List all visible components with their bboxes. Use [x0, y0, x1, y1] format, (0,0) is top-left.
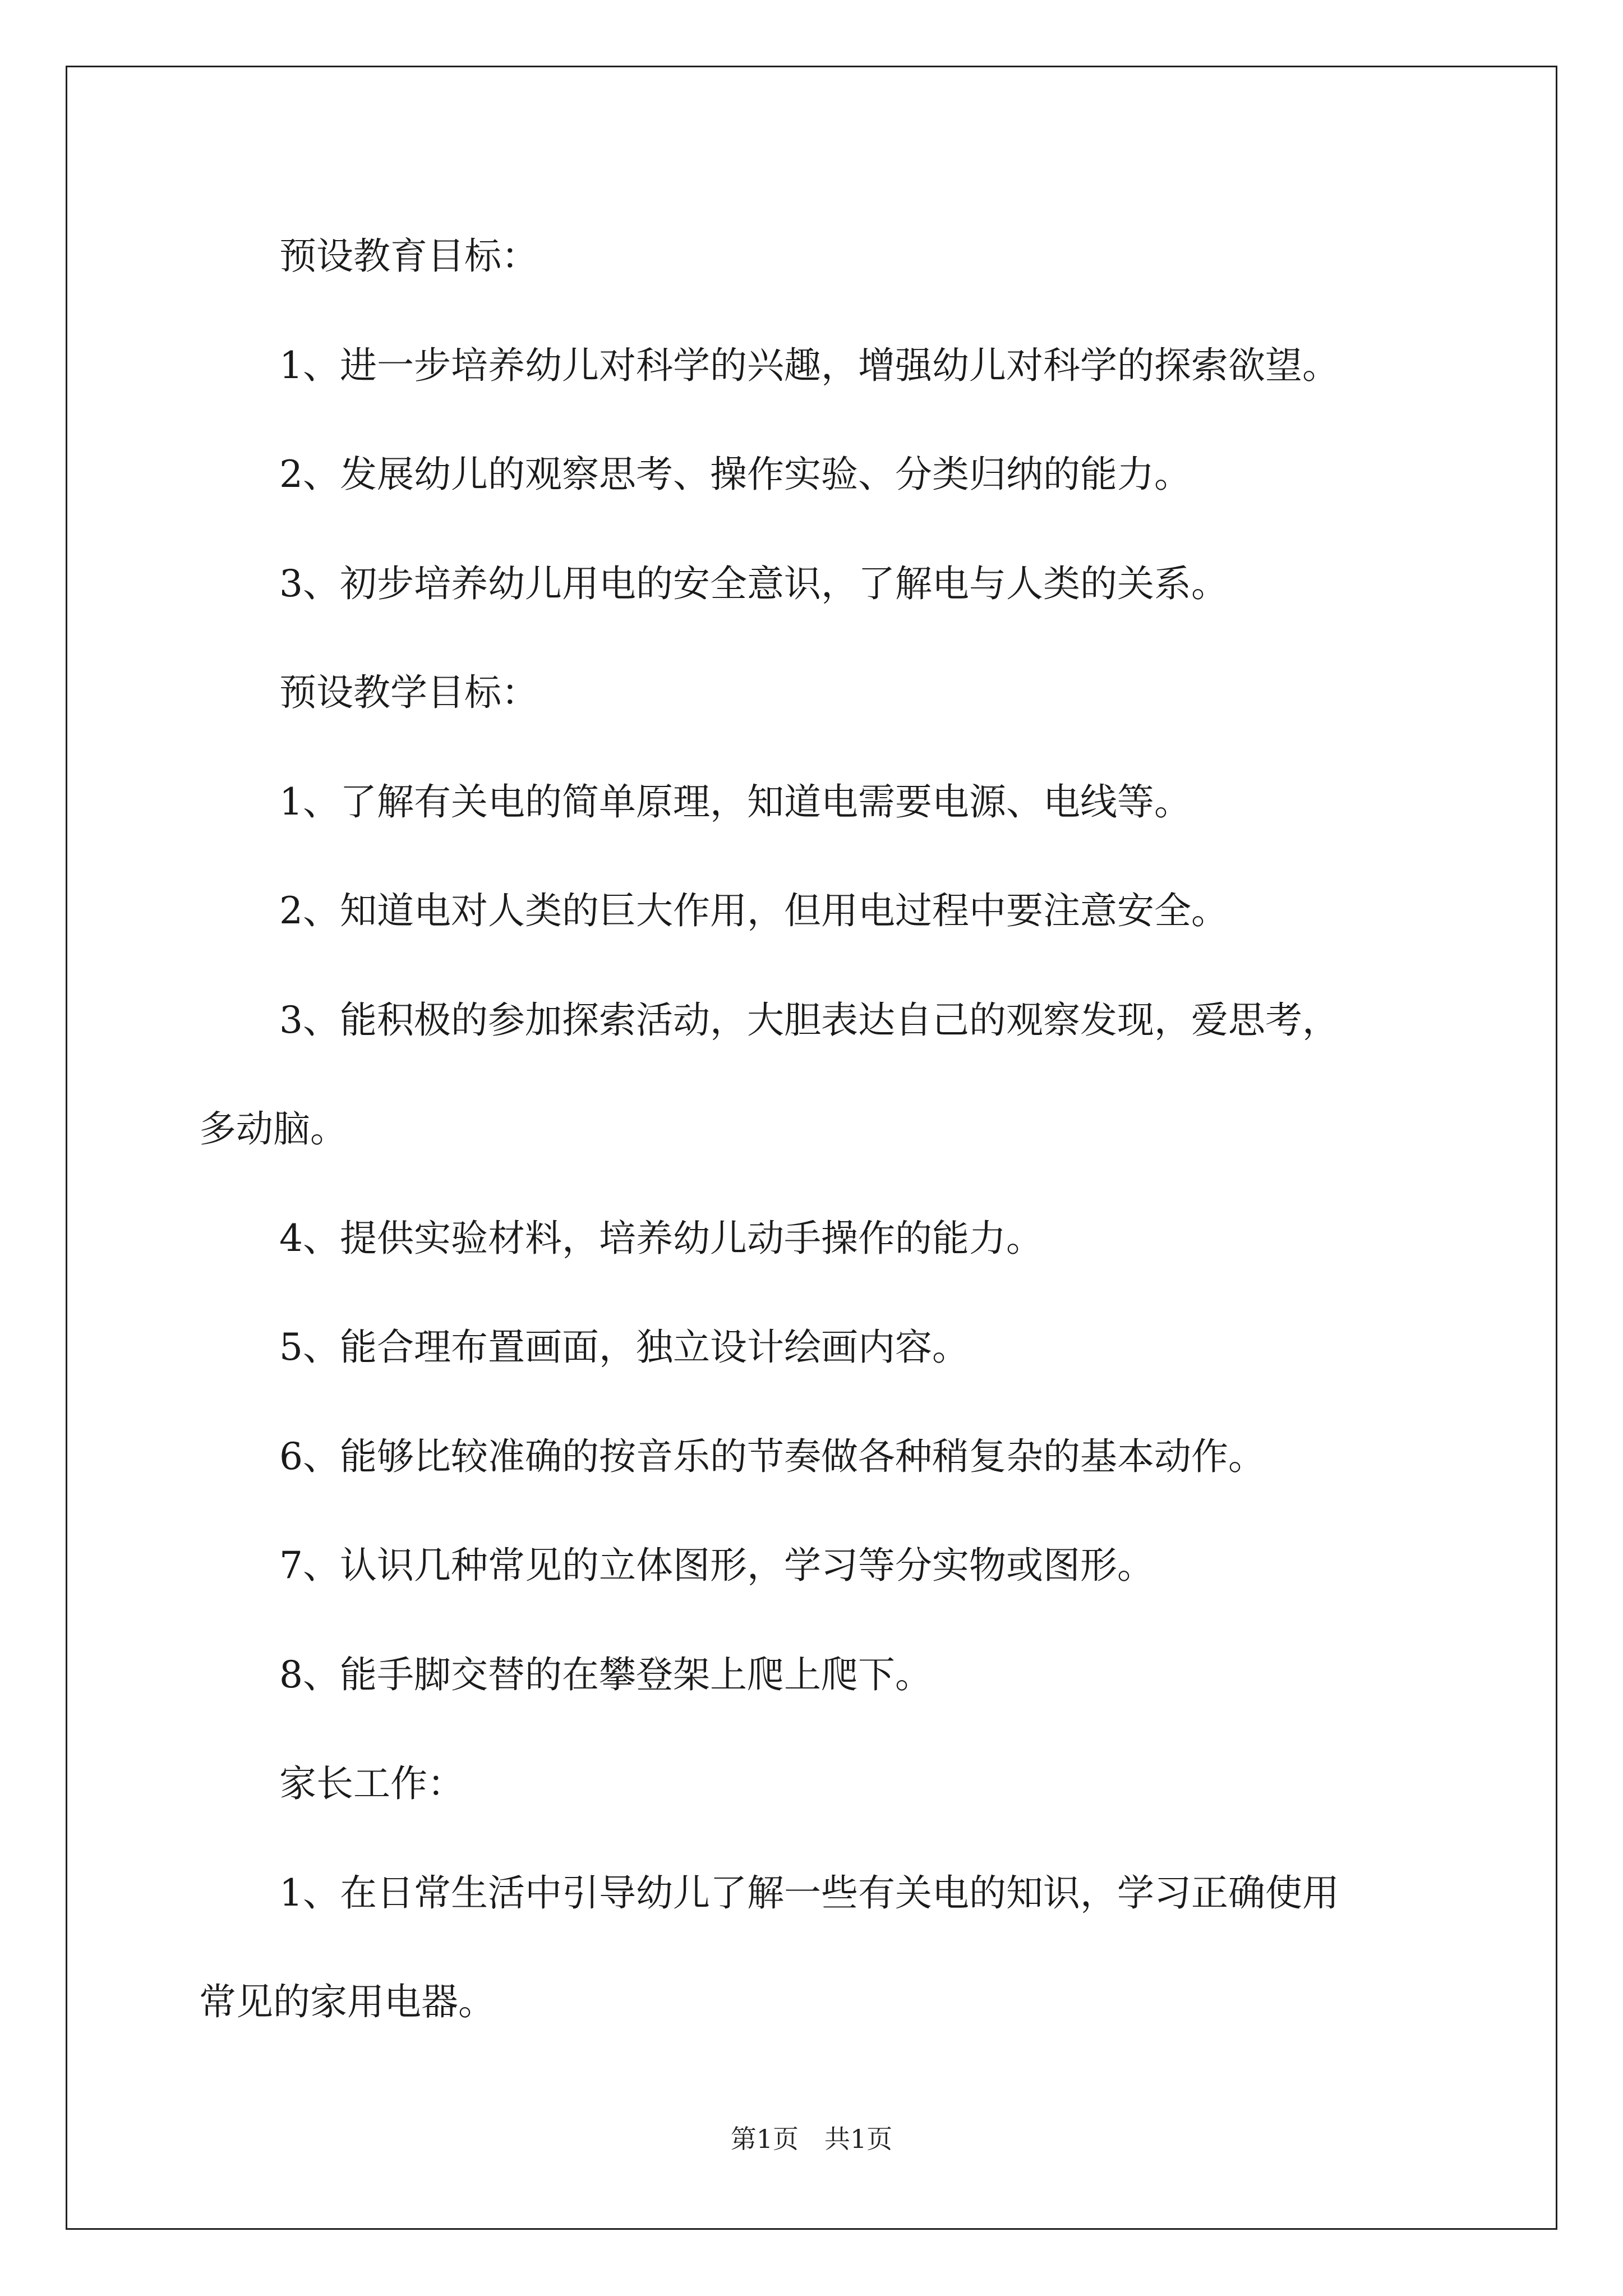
- parent-work-1: 1、在日常生活中引导幼儿了解一些有关电的知识，学习正确使用: [279, 1871, 1339, 1915]
- teaching-goal-3: 3、能积极的参加探索活动，大胆表达自己的观察发现，爱思考，: [279, 999, 1339, 1042]
- education-goal-1: 1、进一步培养幼儿对科学的兴趣，增强幼儿对科学的探索欲望。: [279, 344, 1339, 387]
- page-number: 第1页 共1页: [730, 2124, 893, 2154]
- heading-teaching-goals: 预设教学目标：: [279, 671, 538, 714]
- education-goal-3: 3、初步培养幼儿用电的安全意识，了解电与人类的关系。: [279, 562, 1228, 605]
- heading-education-goals: 预设教育目标：: [279, 234, 538, 278]
- teaching-goal-8: 8、能手脚交替的在攀登架上爬上爬下。: [279, 1653, 932, 1696]
- teaching-goal-5: 5、能合理布置画面，独立设计绘画内容。: [279, 1326, 969, 1369]
- education-goal-2: 2、发展幼儿的观察思考、操作实验、分类归纳的能力。: [279, 453, 1191, 496]
- teaching-goal-3-continued: 多动脑。: [199, 1107, 347, 1151]
- teaching-goal-4: 4、提供实验材料，培养幼儿动手操作的能力。: [279, 1217, 1043, 1260]
- teaching-goal-2: 2、知道电对人类的巨大作用，但用电过程中要注意安全。: [279, 889, 1228, 932]
- parent-work-1-continued: 常见的家用电器。: [199, 1980, 495, 2023]
- teaching-goal-7: 7、认识几种常见的立体图形，学习等分实物或图形。: [279, 1544, 1154, 1587]
- teaching-goal-6: 6、能够比较准确的按音乐的节奏做各种稍复杂的基本动作。: [279, 1435, 1265, 1478]
- heading-parent-work: 家长工作：: [279, 1762, 464, 1805]
- page-footer: [0, 2126, 1623, 2152]
- teaching-goal-1: 1、了解有关电的简单原理，知道电需要电源、电线等。: [279, 780, 1191, 823]
